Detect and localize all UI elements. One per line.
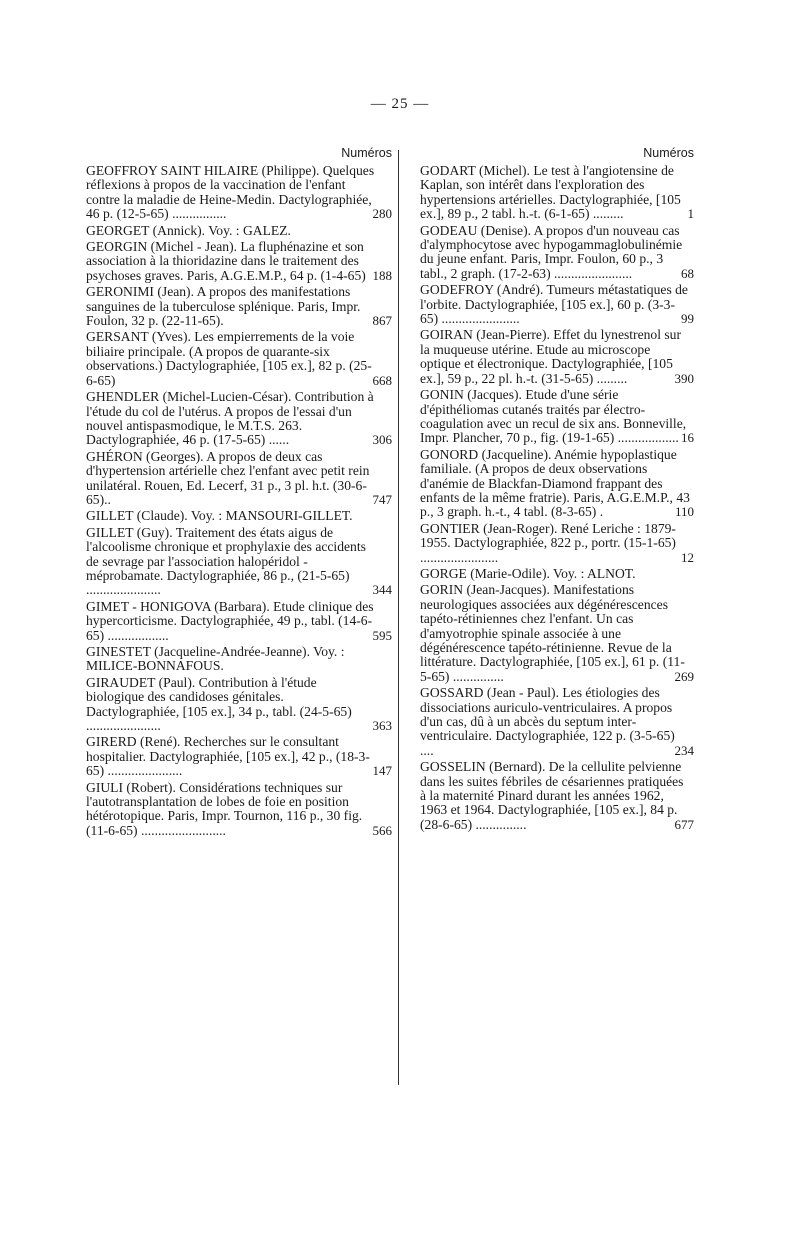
entry-number: 668 bbox=[372, 372, 392, 388]
entry-number: 306 bbox=[372, 432, 392, 448]
author-name: GOIRAN bbox=[420, 327, 473, 343]
entry-text: (Philippe). Quelques réflexions à propos de la vaccination de l'enfant contre la maladie de Heine-Medin. Dactylographiée, 46 p. (12-5-65) ................ bbox=[86, 163, 375, 222]
author-name: GHENDLER bbox=[86, 389, 160, 405]
author-name: GERONIMI bbox=[86, 284, 154, 300]
right-column bbox=[420, 146, 694, 834]
page-number: — 25 — bbox=[370, 96, 430, 112]
author-name: GODEFROY bbox=[420, 282, 494, 298]
index-entry bbox=[420, 446, 694, 520]
entry-number: 344 bbox=[372, 582, 392, 598]
index-entry bbox=[86, 284, 392, 329]
entry-text: (Jean - Paul). Les étiologies des dissociations auriculo-ventriculaires. A propos d'un cas, dû à un abcès du septum inter-ventriculaire. Dactylographiée, 122 p. (3-5-65) .... bbox=[420, 685, 675, 758]
entry-number: 363 bbox=[372, 718, 392, 734]
index-entry bbox=[420, 582, 694, 684]
index-entry bbox=[86, 598, 392, 643]
index-entry bbox=[86, 779, 392, 839]
entry-number: 110 bbox=[674, 504, 694, 520]
author-name: GORIN bbox=[420, 582, 464, 598]
entry-text: (Michel - Jean). La fluphénazine et son association à la thioridazine dans le traitement des psychoses graves. Paris, A.G.E.M.P., 64 p. (1-4-65) bbox=[86, 239, 366, 283]
author-name: GINESTET bbox=[86, 644, 151, 659]
entry-text: (Michel-Lucien-César). Contribution à l'étude du col de l'utérus. A propos de l'essai d'un nouvel antispasmodique, le M.T.S. 263. Dactylographiée, 46 p. (17-5-65) ...... bbox=[86, 389, 374, 448]
entry-text: (Jean-Roger). René Leriche : 1879-1955. Dactylographiée, 822 p., portr. (15-1-65) ....................... bbox=[420, 520, 676, 565]
author-name: GODEAU bbox=[420, 222, 478, 238]
entry-text: (Marie-Odile). Voy. : ALNOT. bbox=[470, 565, 636, 581]
left-column bbox=[86, 146, 392, 840]
author-name: GEORGIN bbox=[86, 239, 148, 255]
index-entry bbox=[420, 282, 694, 327]
index-entry bbox=[86, 329, 392, 388]
author-name: GEORGET bbox=[86, 222, 150, 238]
entry-text: (Jacqueline-Andrée-Jeanne). Voy. : MILICE-BONNAFOUS. bbox=[86, 644, 345, 674]
index-entry bbox=[86, 163, 392, 222]
index-entry bbox=[420, 759, 694, 832]
column-divider bbox=[398, 150, 399, 1085]
author-name: GONTIER bbox=[420, 520, 480, 536]
index-entry bbox=[86, 239, 392, 283]
entry-text: (Yves). Les empierrements de la voie biliaire principale. (A propos de quarante-six observations.) Dactylographiée, [105 ex.], 82 p. (25-6-65) bbox=[86, 329, 372, 388]
author-name: GIULI bbox=[86, 779, 123, 795]
right-entries bbox=[420, 163, 694, 832]
index-entry bbox=[420, 222, 694, 282]
author-name: GERSANT bbox=[86, 329, 149, 345]
left-column-header: Numéros bbox=[341, 146, 392, 160]
entry-text: (Jean-Jacques). Manifestations neurologiques associées aux dégénérescences tapéto-rétiniennes chez l'enfant. Un cas d'amyotrophie spinale associée à une dégénérescence tapéto-rétinienne. Revue de la littérature. Dactylographiée, [105 ex.], 61 p. (11-5-65) ............... bbox=[420, 582, 685, 684]
left-entries bbox=[86, 163, 392, 838]
author-name: GONIN bbox=[420, 387, 464, 403]
entry-number: 99 bbox=[681, 311, 694, 327]
index-entry bbox=[86, 674, 392, 734]
entry-text: (René). Recherches sur le consultant hospitalier. Dactylographiée, [105 ex.], 42 p., (18-3-65) ...................... bbox=[86, 734, 370, 779]
index-entry bbox=[420, 327, 694, 386]
author-name: GILLET bbox=[86, 524, 134, 540]
entry-text: (Paul). Contribution à l'étude biologique des candidoses génitales. Dactylographiée, [105 ex.], 34 p., tabl. (24-5-65) ...................... bbox=[86, 674, 352, 734]
entry-number: 16 bbox=[681, 430, 694, 446]
right-column-header: Numéros bbox=[643, 146, 694, 160]
entry-text: (Barbara). Etude clinique des hypercorticisme. Dactylographiée, 49 p., tabl. (14-6-65) .................. bbox=[86, 598, 374, 643]
author-name: GORGE bbox=[420, 565, 467, 581]
index-entry bbox=[420, 685, 694, 758]
index-entry bbox=[86, 734, 392, 779]
entry-number: 280 bbox=[372, 206, 392, 222]
entry-number: 188 bbox=[372, 267, 392, 283]
author-name: GIRERD bbox=[86, 734, 137, 750]
entry-text: (Jean-Pierre). Effet du lynestrenol sur la muqueuse utérine. Etude au microscope optique et électronique. Dactylographiée, [105 ex.], 59 p., 22 pl. h.-t. (31-5-65) ......... bbox=[420, 327, 681, 386]
entry-text: (Michel). Le test à l'angiotensine de Kaplan, son intérêt dans l'exploration des hypertensions artérielles. Dactylographiée, [105 ex.], 89 p., 2 tabl. h.-t. (6-1-65) ......... bbox=[420, 163, 681, 222]
author-name: GEOFFROY SAINT HILAIRE bbox=[86, 163, 259, 178]
entry-text: (Jacques). Etude d'une série d'épithéliomas cutanés traités par électro-coagulation avec un recul de six ans. Bonneville, Impr. Plancher, 70 p., fig. (19-1-65) .................. bbox=[420, 387, 687, 446]
entry-text: (Jacqueline). Anémie hypoplastique familiale. (A propos de deux observations d'anémie de Blackfan-Diamond frappant des enfants de la même fratrie). Paris, A.G.E.M.P., 43 p., 3 graph. h.-t., 4 tabl. (8-3-65) . bbox=[420, 446, 690, 520]
entry-text: (Denise). A propos d'un nouveau cas d'alymphocytose avec hypogammaglobulinémie du jeune enfant. Paris, Impr. Foulon, 60 p., 3 tabl., 2 graph. (17-2-63) ....................... bbox=[420, 222, 683, 281]
index-entry bbox=[86, 224, 376, 238]
entry-number: 68 bbox=[681, 265, 694, 281]
author-name: GHÉRON bbox=[86, 448, 143, 464]
index-entry bbox=[86, 524, 392, 598]
entry-number: 595 bbox=[372, 627, 392, 643]
index-entry bbox=[86, 509, 376, 523]
entry-number: 1 bbox=[687, 206, 694, 222]
author-name: GIRAUDET bbox=[86, 674, 156, 690]
entry-text: (Annick). Voy. : GALEZ. bbox=[152, 222, 291, 238]
author-name: GIMET - HONIGOVA bbox=[86, 598, 211, 614]
entry-text: (Claude). Voy. : MANSOURI-GILLET. bbox=[136, 508, 353, 524]
entry-text: (Georges). A propos de deux cas d'hypertension artérielle chez l'enfant avec petit rein unilatéral. Rouen, Ed. Lecerf, 31 p., 3 pl. h.t. (30-6-65).. bbox=[86, 448, 370, 507]
entry-number: 747 bbox=[372, 491, 392, 507]
author-name: GONORD bbox=[420, 446, 479, 462]
author-name: GODART bbox=[420, 163, 476, 178]
index-entry bbox=[420, 520, 694, 565]
entry-number: 867 bbox=[372, 313, 392, 329]
entry-number: 147 bbox=[372, 763, 392, 779]
entry-number: 12 bbox=[681, 549, 694, 565]
entry-text: (Bernard). De la cellulite pelvienne dans les suites fébriles de césariennes pratiquées à la maternité Pinard durant les années 1962, 1963 et 1964. Dactylographiée, [105 ex.], 84 p. (28-6-65) ............... bbox=[420, 759, 684, 832]
entry-number: 234 bbox=[674, 742, 694, 758]
entry-text: (Robert). Considérations techniques sur l'autotransplantation de lobes de foie en position hétérotopique. Paris, Impr. Tournon, 116 p., 30 fig. (11-6-65) ......................... bbox=[86, 779, 363, 838]
entry-text: (Guy). Traitement des états aigus de l'alcoolisme chronique et prophylaxie des accidents de sevrage par l'association halopéridol - méprobamate. Dactylographiée, 86 p., (21-5-65) ...................... bbox=[86, 524, 366, 598]
index-entry bbox=[86, 448, 392, 508]
author-name: GOSSARD bbox=[420, 685, 484, 701]
index-entry bbox=[420, 567, 690, 581]
author-name: GILLET bbox=[86, 508, 134, 524]
entry-number: 677 bbox=[674, 816, 694, 832]
index-entry bbox=[86, 389, 392, 448]
index-entry bbox=[420, 163, 694, 222]
entry-text: (André). Tumeurs métastatiques de l'orbite. Dactylographiée, [105 ex.], 60 p. (3-3-65) ....................... bbox=[420, 282, 688, 327]
index-entry bbox=[420, 387, 694, 446]
entry-number: 269 bbox=[674, 668, 694, 684]
entry-number: 566 bbox=[372, 822, 392, 838]
author-name: GOSSELIN bbox=[420, 759, 486, 775]
entry-text: (Jean). A propos des manifestations sanguines de la tuberculose splénique. Paris, Impr. Foulon, 32 p. (22-11-65). bbox=[86, 284, 361, 329]
entry-number: 390 bbox=[674, 370, 694, 386]
index-entry bbox=[86, 645, 376, 674]
